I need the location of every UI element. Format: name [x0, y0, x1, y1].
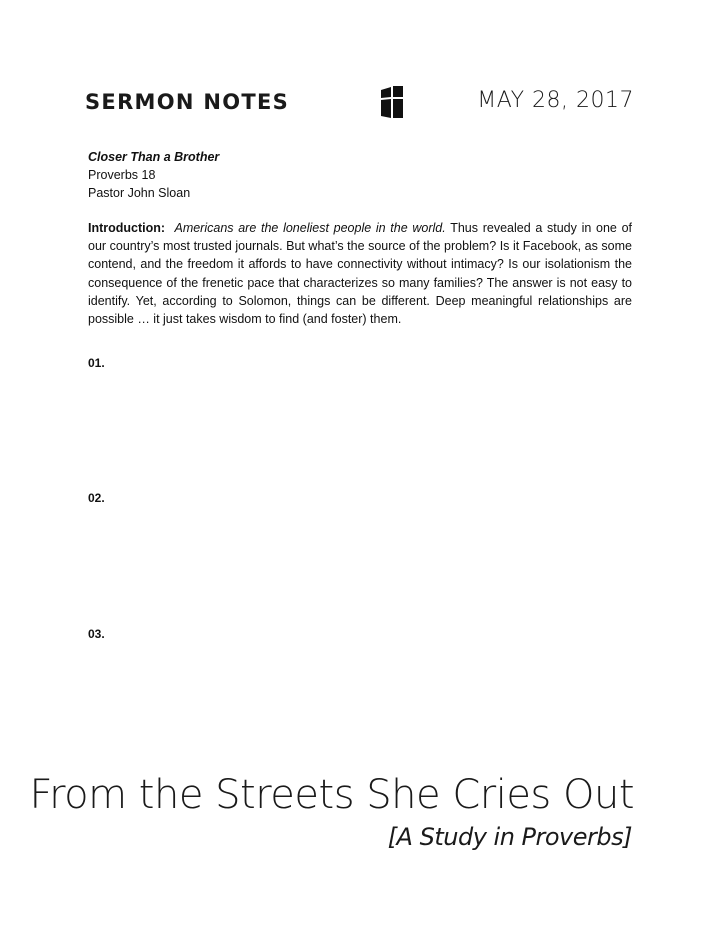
introduction-body: Thus revealed a study in one of our country’s most trusted journals. But what’s the source of the problem? Is it Facebook, as some contend, and the freedom it affords to have connectivity without intimacy? Is our isolationism the consequence of the frenetic pace that characterizes so many families? The answer is not easy to identify. Yet, according to Solomon, things can be different. Deep meaningful relationships are possible … it just takes wisdom to find (and foster) them. — [88, 221, 632, 327]
sermon-date: MAY 28, 2017 — [477, 88, 634, 113]
point-label-3: 03. — [88, 627, 105, 641]
introduction-emphasis: Americans are the loneliest people in the world. — [174, 221, 446, 235]
scripture-reference: Proverbs 18 — [88, 168, 156, 182]
header-label: SERMON NOTES — [85, 90, 290, 114]
series-title: From the Streets She Cries Out — [29, 772, 634, 818]
introduction-paragraph — [88, 219, 632, 328]
point-label-2: 02. — [88, 491, 105, 505]
introduction-label: Introduction: — [88, 221, 166, 235]
point-label-1: 01. — [88, 356, 105, 370]
church-logo-icon — [381, 86, 403, 118]
sermon-title: Closer Than a Brother — [88, 150, 220, 164]
series-subtitle: [A Study in Proverbs] — [387, 823, 632, 851]
speaker-name: Pastor John Sloan — [88, 186, 191, 200]
